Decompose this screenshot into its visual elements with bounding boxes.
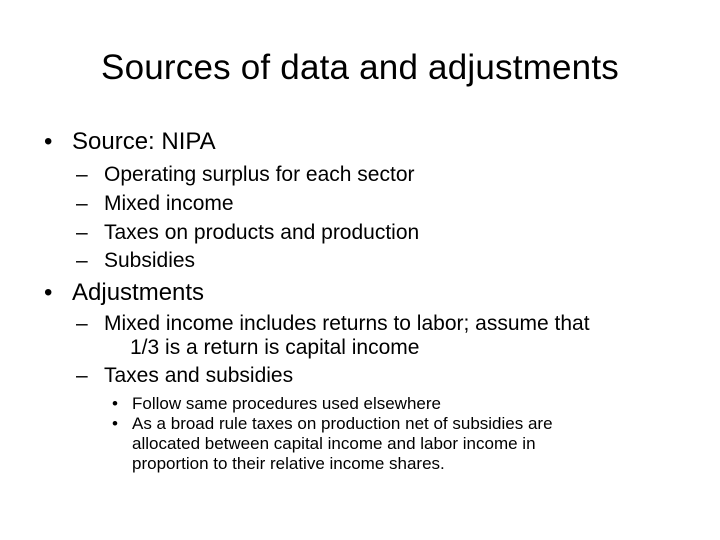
dash-marker: –: [76, 163, 88, 186]
adjustment-item-mixed-income-cont: 1/3 is a return is capital income: [130, 336, 420, 359]
bullet-marker: •: [44, 128, 53, 155]
subitem-follow-procedures: Follow same procedures used elsewhere: [132, 394, 441, 413]
subitem-broad-rule: As a broad rule taxes on production net of subsidies are: [132, 414, 553, 433]
adjustment-item-mixed-income: Mixed income includes returns to labor; assume that: [104, 312, 590, 335]
subitem-broad-rule-cont-2: proportion to their relative income shares.: [132, 454, 445, 473]
dash-marker: –: [76, 364, 88, 387]
source-item-mixed-income: Mixed income: [104, 192, 234, 215]
source-heading: Source: NIPA: [72, 128, 216, 155]
bullet-marker: •: [44, 279, 53, 306]
adjustment-item-taxes-subsidies: Taxes and subsidies: [104, 364, 294, 387]
dash-marker: –: [76, 312, 88, 335]
source-item-subsidies: Subsidies: [104, 249, 196, 272]
subitem-broad-rule-cont-1: allocated between capital income and labor income in: [132, 434, 536, 453]
source-item-taxes: Taxes on products and production: [104, 221, 420, 244]
adjustments-heading: Adjustments: [72, 279, 205, 306]
dash-marker: –: [76, 192, 88, 215]
bullet-marker: •: [112, 414, 118, 433]
source-item-operating-surplus: Operating surplus for each sector: [104, 163, 415, 186]
dash-marker: –: [76, 221, 88, 244]
slide-title: Sources of data and adjustments: [101, 48, 619, 87]
bullet-marker: •: [112, 394, 118, 413]
dash-marker: –: [76, 249, 88, 272]
